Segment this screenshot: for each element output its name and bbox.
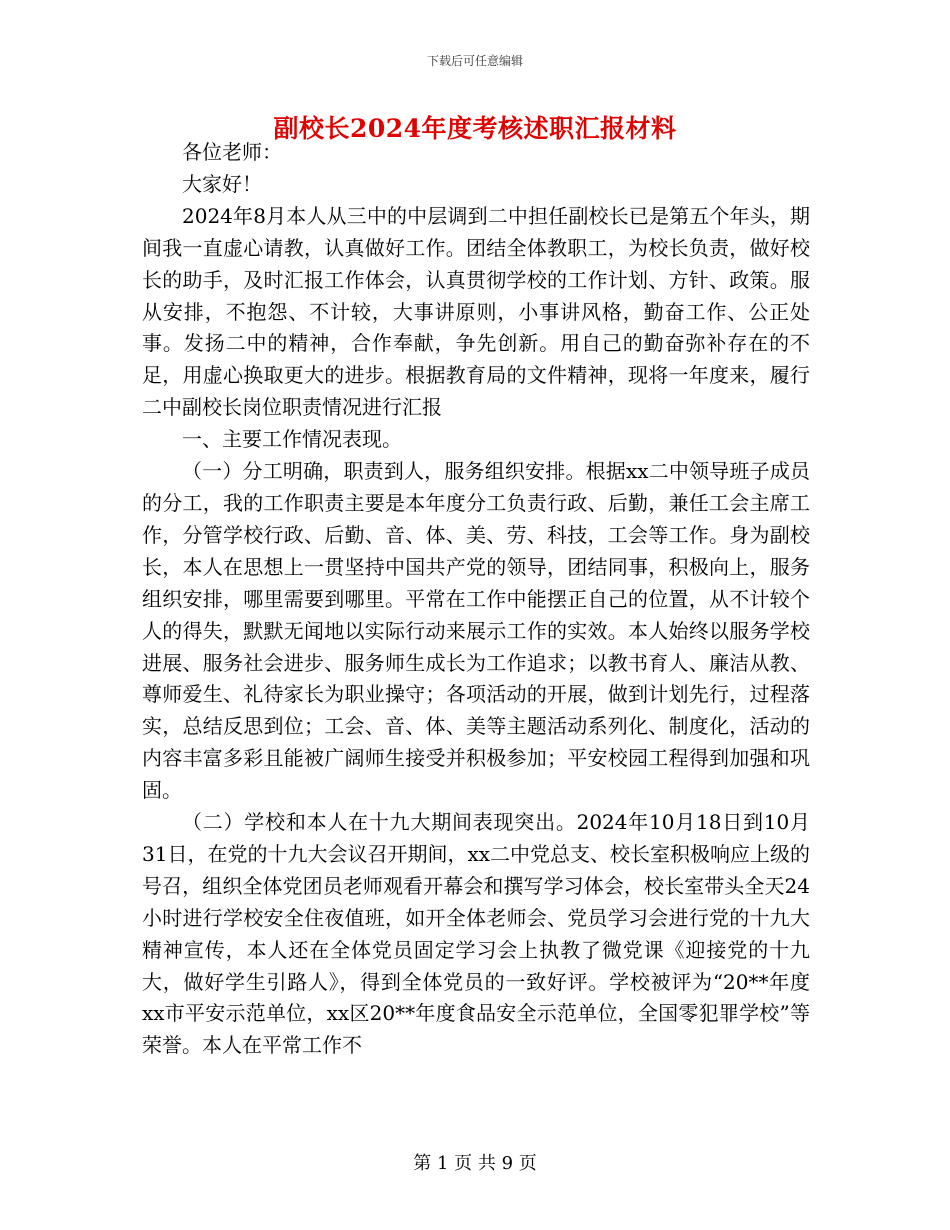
- greeting-paragraph: 大家好！: [182, 171, 262, 196]
- section-heading: 一、主要工作情况表现。: [182, 427, 402, 452]
- salutation-paragraph: 各位老师：: [182, 140, 282, 164]
- page-number-footer: 第 1 页 共 9 页: [413, 1153, 537, 1174]
- intro-paragraph: 2024年8月本人从三中的中层调到二中担任副校长已是第五个年头，期间我一直虚心请教，认真做好工作。团结全体教职工，为校长负责，做好校长的助手，及时汇报工作体会，认真贯彻学校的工作计划、方针、政策。服从安排，不抱怨、不计较，大事讲原则，小事讲风格，勤奋工作、公正处事。发扬二中的精神，合作奉献，争先创新。用自己的勤奋弥补存在的不足，用虚心换取更大的进步。根据教育局的文件精神，现将一年度来，履行二中副校长岗位职责情况进行汇报: [142, 203, 810, 420]
- document-body: [142, 137, 810, 1062]
- document-title: 副校长2024年度考核述职汇报材料: [273, 114, 677, 143]
- page-header-note: 下载后可任意编辑: [426, 54, 523, 68]
- body-paragraph-division-of-work: （一）分工明确，职责到人，服务组织安排。根据xx二中领导班子成员的分工，我的工作职责主要是本年度分工负责行政、后勤，兼任工会主席工作，分管学校行政、后勤、音、体、美、劳、科技，工会等工作。身为副校长，本人在思想上一贯坚持中国共产党的领导，团结同事，积极向上，服务组织安排，哪里需要到哪里。平常在工作中能摆正自己的位置，从不计较个人的得失，默默无闻地以实际行动来展示工作的实效。本人始终以服务学校进展、服务社会进步、服务师生成长为工作追求；以教书育人、廉洁从教、尊师爱生、礼待家长为职业操守；各项活动的开展，做到计划先行，过程落实，总结反思到位；工会、音、体、美等主题活动系列化、制度化，活动的内容丰富多彩且能被广阔师生接受并积极参加；平安校园工程得到加强和巩固。: [142, 459, 810, 803]
- body-paragraph-congress-period: （二）学校和本人在十九大期间表现突出。2024年10月18日到10月31日，在党的十九大会议召开期间，xx二中党总支、校长室积极响应上级的号召，组织全体党团员老师观看开幕会和撰写学习体会，校长室带头全天24小时进行学校安全住夜值班，如开全体老师会、党员学习会进行党的十九大精神宣传，本人还在全体党员固定学习会上执教了微党课《迎接党的十九大，做好学生引路人》，得到全体党员的一致好评。学校被评为“20**年度xx市平安示范单位，xx区20**年度食品安全示范单位，全国零犯罪学校”等荣誉。本人在平常工作不: [142, 810, 811, 1058]
